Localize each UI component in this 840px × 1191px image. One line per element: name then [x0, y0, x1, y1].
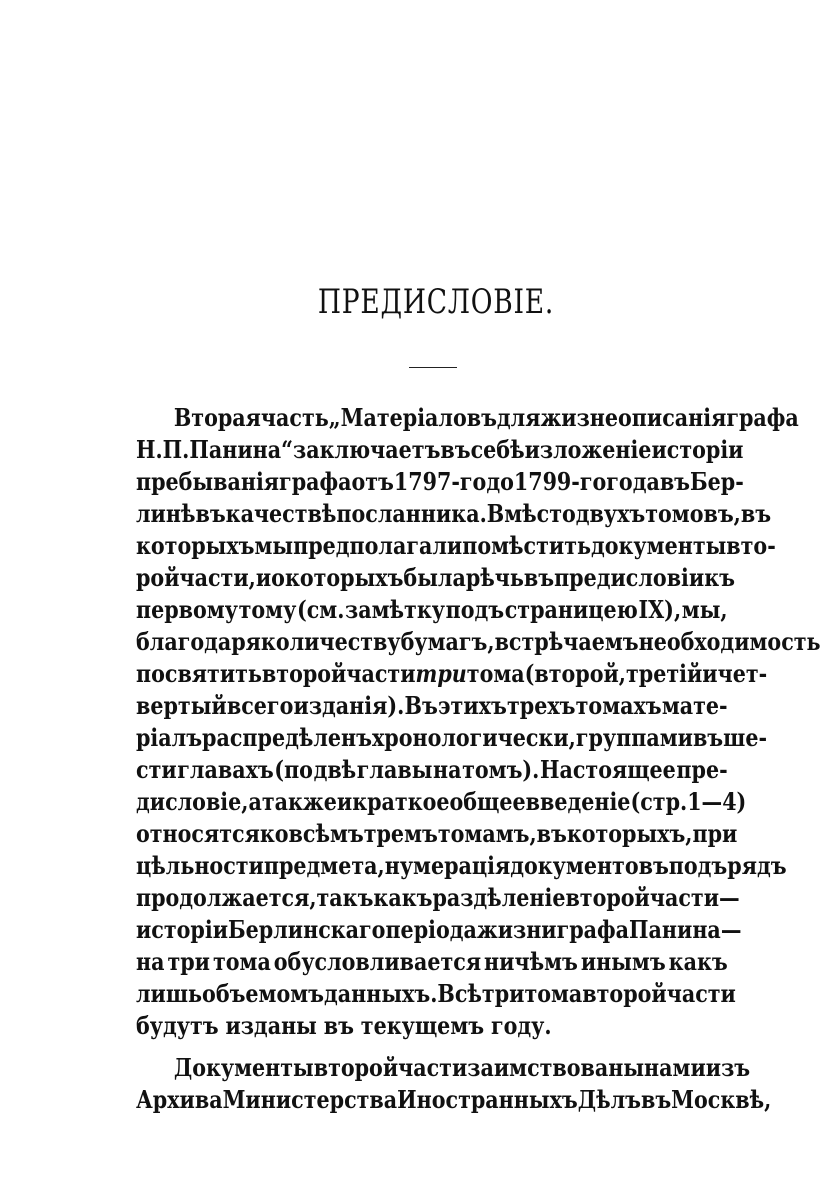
word: предисловіи	[554, 563, 705, 592]
text-line	[136, 466, 744, 498]
text-line	[136, 754, 728, 786]
word: количеству	[260, 627, 401, 656]
word: изложеніе	[524, 435, 652, 464]
word: раздѣленіе	[432, 883, 566, 912]
word: мы,	[681, 595, 728, 624]
word: заимствованы	[467, 1053, 645, 1082]
word: 1799-го	[513, 467, 607, 496]
word: въ	[640, 1085, 672, 1114]
word: томахъ	[575, 691, 662, 720]
word: второй	[582, 979, 667, 1008]
title-divider	[409, 367, 457, 368]
word: для	[496, 403, 541, 432]
word: первому	[136, 595, 238, 624]
word: второй	[565, 883, 650, 912]
text-line	[136, 434, 744, 466]
word: тремъ	[363, 819, 438, 848]
word: линѣ	[136, 499, 196, 528]
word: части	[666, 979, 736, 1008]
word: будутъ	[136, 1011, 219, 1040]
word: три	[481, 979, 525, 1008]
word: части	[346, 659, 416, 688]
word: части	[649, 883, 720, 912]
word: ріалъ	[136, 723, 203, 752]
word: рой	[136, 563, 180, 592]
word: томамъ,	[437, 819, 537, 848]
word: нумерація	[384, 851, 511, 880]
paragraph-gap	[136, 1042, 728, 1052]
word: общее	[449, 787, 526, 816]
text-line	[136, 1084, 772, 1116]
word: —	[719, 883, 740, 912]
text-line	[136, 498, 772, 530]
word: посвятить	[136, 659, 262, 688]
word: и	[702, 659, 718, 688]
word: сти	[136, 755, 177, 784]
word: инымъ	[580, 947, 666, 976]
word: Вмѣсто	[486, 499, 576, 528]
word: краткое	[352, 787, 450, 816]
text-line	[136, 786, 747, 818]
paragraph	[136, 1052, 772, 1116]
word: тома	[524, 979, 583, 1008]
word: Москвѣ,	[671, 1085, 772, 1114]
word: въ	[740, 499, 772, 528]
word: исторіи	[136, 915, 229, 944]
word: которыхъ	[284, 563, 404, 592]
word: Бер-	[690, 467, 744, 496]
word: чет-	[717, 659, 768, 688]
word: періода	[385, 915, 477, 944]
word: изданія).	[293, 691, 405, 720]
word: —	[720, 915, 742, 944]
word: встрѣчаемъ	[494, 627, 639, 656]
word: подъ	[445, 595, 505, 624]
word: 1—4)	[687, 787, 747, 816]
text-line	[136, 818, 738, 850]
text-line	[136, 882, 740, 914]
word: предмета,	[263, 851, 385, 880]
word: посланника.	[336, 499, 487, 528]
text-line	[136, 978, 736, 1010]
word: Документы	[173, 1053, 314, 1082]
word: при	[692, 819, 738, 848]
word: введеніе	[525, 787, 631, 816]
word: Иностранныхъ	[397, 1085, 578, 1114]
word: о	[271, 563, 285, 592]
word: и	[336, 787, 353, 816]
word: дисловіе,	[136, 787, 249, 816]
word: бумагъ,	[400, 627, 495, 656]
word: главы	[356, 755, 433, 784]
word: Министерства	[222, 1085, 398, 1114]
word: Панина	[629, 915, 721, 944]
word: въ	[536, 819, 567, 848]
word: изъ	[705, 1053, 751, 1082]
word: документы	[591, 531, 727, 560]
word: которыхъ,	[566, 819, 693, 848]
word: вертый	[136, 691, 227, 720]
paragraph	[136, 402, 821, 1042]
page-title: ПРЕДИСЛОВІЕ.	[317, 282, 555, 322]
word: документовъ	[510, 851, 669, 880]
word: относятся	[136, 819, 260, 848]
word: всѣмъ	[288, 819, 364, 848]
word: необходимость	[638, 627, 821, 656]
emphasized-word: три	[415, 659, 467, 688]
word: заключаетъ	[293, 435, 441, 464]
word: въ	[659, 467, 691, 496]
text-line	[136, 914, 742, 946]
word: часть	[260, 403, 329, 432]
word: Берлинскаго	[228, 915, 386, 944]
text-line	[136, 946, 728, 978]
word: этихъ	[437, 691, 507, 720]
word: какъ	[373, 883, 433, 912]
word: которыхъ	[136, 531, 255, 560]
word: тома	[466, 659, 525, 688]
word: П.	[162, 435, 190, 464]
word: благодаря	[136, 627, 261, 656]
word: второй	[261, 659, 347, 688]
word: была	[403, 563, 466, 592]
word: отъ	[351, 467, 394, 496]
word: томовъ,	[645, 499, 741, 528]
word: такъ	[316, 883, 374, 912]
word: второй	[313, 1053, 399, 1082]
word: „Матеріаловъ	[328, 403, 497, 432]
word: третій	[625, 659, 703, 688]
word: цѣльности	[136, 851, 264, 880]
word: графа	[556, 915, 630, 944]
word: на	[432, 755, 462, 784]
word: въ	[195, 499, 226, 528]
word: себѣ	[470, 435, 525, 464]
word: Архива	[136, 1085, 223, 1114]
word: (см.	[296, 595, 345, 624]
word: ко	[259, 819, 289, 848]
word: распредѣленъ	[202, 723, 372, 752]
word: жизни	[476, 915, 557, 944]
word: части	[398, 1053, 468, 1082]
word: (стр.	[630, 787, 688, 816]
word: мы	[254, 531, 294, 560]
word: какъ	[668, 947, 728, 976]
text-line	[136, 690, 728, 722]
word: Въ	[404, 691, 438, 720]
text-line	[136, 402, 799, 434]
word: IX),	[638, 595, 682, 624]
text-line	[136, 850, 787, 882]
word: томъ).	[462, 755, 540, 784]
word: ничѣмъ	[484, 947, 578, 976]
text-line	[136, 562, 735, 594]
word: въ	[440, 435, 471, 464]
text-line	[136, 626, 821, 658]
word: пребыванія	[136, 467, 280, 496]
word: Дѣлъ	[577, 1085, 641, 1114]
word: двѣ	[313, 755, 357, 784]
word: лишь	[136, 979, 203, 1008]
word: нами	[644, 1053, 706, 1082]
word: (по	[274, 755, 313, 784]
word: Панина“	[189, 435, 294, 464]
word: изданы	[225, 1011, 317, 1040]
word: рѣчь	[465, 563, 524, 592]
word: графа	[279, 467, 352, 496]
text-line	[136, 1052, 751, 1084]
text-line	[136, 594, 728, 626]
word: до	[486, 467, 514, 496]
word: вто-	[726, 531, 776, 560]
word: обусловливается	[273, 947, 482, 976]
word: продолжается,	[136, 883, 317, 912]
word: въ	[692, 723, 724, 752]
word: замѣтку	[345, 595, 445, 624]
word: трехъ	[506, 691, 576, 720]
word: рядъ	[727, 851, 787, 880]
word: Н.	[136, 435, 163, 464]
word: года	[606, 467, 660, 496]
word: объемомъ	[202, 979, 325, 1008]
word: двухъ	[575, 499, 646, 528]
word: группами	[575, 723, 693, 752]
word: 1797-го	[393, 467, 487, 496]
word: а	[248, 787, 262, 816]
word: всего	[226, 691, 294, 720]
word: страницею	[504, 595, 638, 624]
word: предполагали	[293, 531, 463, 560]
word: качествѣ	[225, 499, 337, 528]
word: три	[167, 947, 210, 976]
word: тому	[238, 595, 297, 624]
word: и	[255, 563, 272, 592]
text-line	[136, 658, 768, 690]
word: Всѣ	[437, 979, 482, 1008]
word: части,	[179, 563, 256, 592]
text-line	[136, 530, 776, 562]
word: въ	[323, 1011, 354, 1040]
text-line	[136, 1010, 728, 1042]
word: помѣстить	[462, 531, 592, 560]
word: Настоящее	[539, 755, 676, 784]
word: также	[261, 787, 337, 816]
word: текущемъ	[360, 1011, 485, 1040]
word: ше-	[723, 723, 768, 752]
word: графа	[726, 403, 799, 432]
word: къ	[704, 563, 735, 592]
word: мате-	[661, 691, 728, 720]
word: жизнеописанія	[540, 403, 727, 432]
text-line	[136, 722, 768, 754]
word: (второй,	[524, 659, 626, 688]
word: Вторая	[173, 403, 261, 432]
word: данныхъ.	[324, 979, 438, 1008]
word: въ	[523, 563, 555, 592]
word: году.	[490, 1011, 552, 1040]
word: главахъ	[177, 755, 274, 784]
word: пре-	[676, 755, 728, 784]
word: подъ	[668, 851, 728, 880]
word: исторіи	[651, 435, 744, 464]
word: тома	[212, 947, 271, 976]
body-text	[136, 402, 821, 1116]
word: хронологически,	[371, 723, 576, 752]
word: на	[136, 947, 165, 976]
